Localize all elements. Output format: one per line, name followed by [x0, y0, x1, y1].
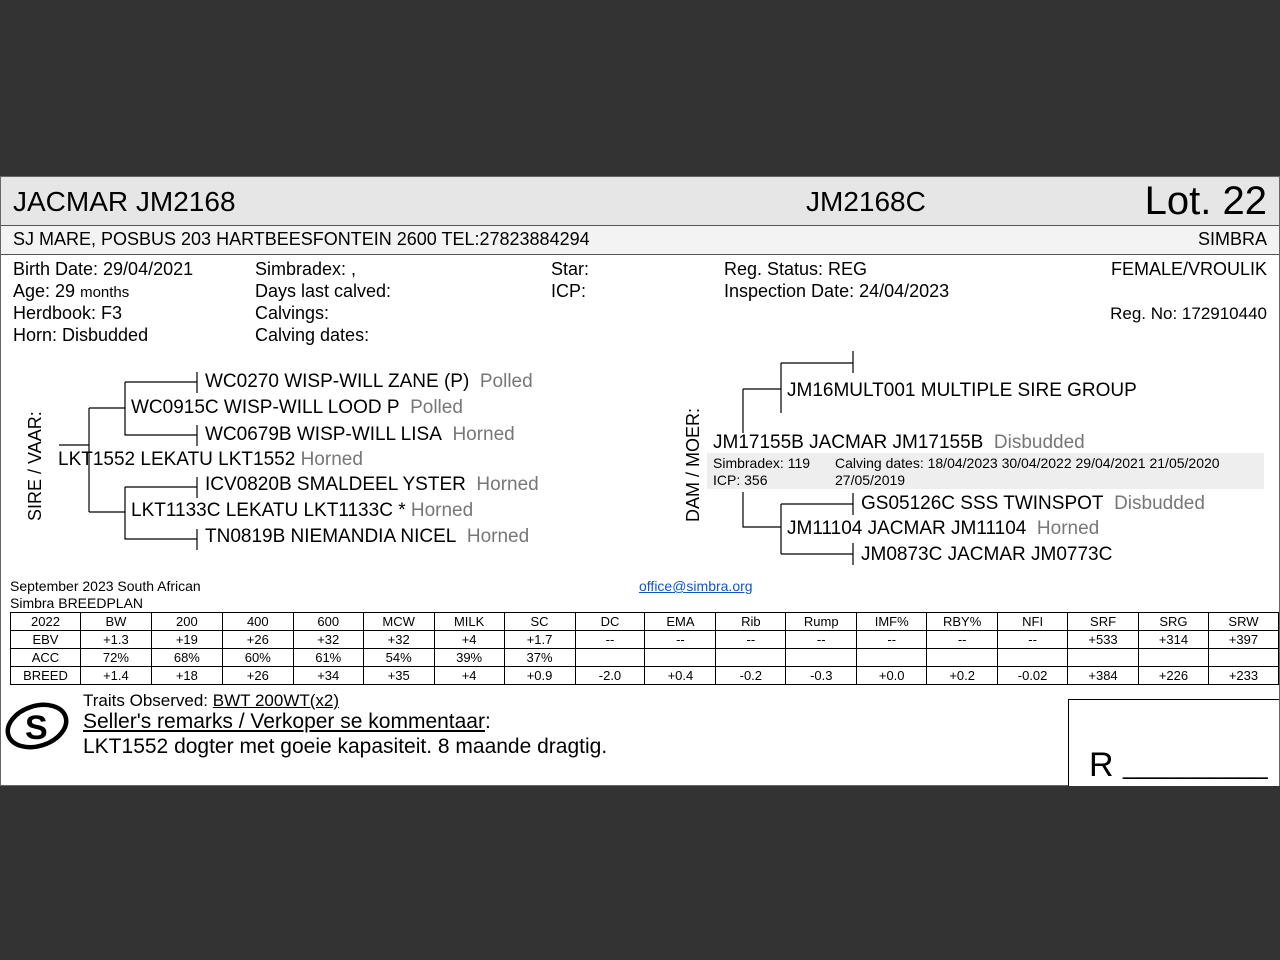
- age: Age: 29 months: [13, 281, 130, 301]
- dam-icp: ICP: 356: [713, 472, 768, 488]
- reg-status: Reg. Status: REG: [724, 259, 868, 279]
- dam-dam-sire: GS05126C SSS TWINSPOT Disbudded: [861, 493, 1205, 514]
- remarks-label: Seller's remarks / Verkoper se kommentaar:: [83, 710, 491, 733]
- ebv-cell: [1208, 649, 1278, 667]
- sire-sire: WC0915C WISP-WILL LOOD P Polled: [131, 397, 463, 418]
- star: Star:: [551, 259, 590, 279]
- ebv-cell: [1068, 649, 1139, 667]
- ebv-cell: +4: [434, 631, 504, 649]
- ebv-cell: 39%: [434, 649, 504, 667]
- ebv-cell: 61%: [293, 649, 363, 667]
- row-label-cell: ACC: [11, 649, 81, 667]
- sire-side-label: SIRE / VAAR:: [25, 411, 45, 521]
- ebv-cell: --: [998, 631, 1068, 649]
- ebv-cell: EMA: [645, 613, 716, 631]
- horn-status: Horn: Disbudded: [13, 325, 149, 345]
- animal-code: JM2168C: [806, 186, 926, 217]
- ebv-cell: 68%: [151, 649, 222, 667]
- row-label-cell: 2022: [11, 613, 81, 631]
- ebv-cell: RBY%: [927, 613, 998, 631]
- ebv-cell: +0.2: [927, 667, 998, 685]
- ebv-cell: +34: [293, 667, 363, 685]
- ebv-cell: +0.0: [857, 667, 927, 685]
- ebv-cell: +533: [1068, 631, 1139, 649]
- ebv-cell: +26: [222, 667, 293, 685]
- ebv-cell: +32: [363, 631, 434, 649]
- ebv-header-row: [11, 613, 1279, 631]
- ebv-cell: +384: [1068, 667, 1139, 685]
- ebv-cell: Rump: [786, 613, 857, 631]
- bid-line: __________: [1123, 750, 1268, 780]
- ebv-cell: 54%: [363, 649, 434, 667]
- dam-simbradex: Simbradex: 119: [713, 455, 811, 471]
- dam: JM17155B JACMAR JM17155B Disbudded: [713, 432, 1085, 453]
- ebv-cell: [645, 649, 716, 667]
- ebv-cell: [857, 649, 927, 667]
- remarks-text: LKT1552 dogter met goeie kapasiteit. 8 maande dragtig.: [83, 735, 608, 758]
- sire-dam-sire: ICV0820B SMALDEEL YSTER Horned: [205, 474, 539, 495]
- days-last-calved: Days last calved:: [255, 281, 392, 301]
- bid-box[interactable]: [1068, 699, 1279, 786]
- row-label-cell: EBV: [11, 631, 81, 649]
- ebv-cell: NFI: [998, 613, 1068, 631]
- ebv-cell: +397: [1208, 631, 1278, 649]
- ebv-cell: [575, 649, 645, 667]
- ebv-cell: SRW: [1208, 613, 1278, 631]
- dam-calving-dates-cont: 27/05/2019: [835, 472, 906, 488]
- dam-dam: JM11104 JACMAR JM11104 Horned: [787, 518, 1100, 539]
- ebv-cell: --: [716, 631, 786, 649]
- sex: FEMALE/VROULIK: [1110, 259, 1267, 279]
- bid-currency: R: [1089, 746, 1114, 784]
- ebv-cell: +1.3: [80, 631, 151, 649]
- sire: LKT1552 LEKATU LKT1552 Horned: [58, 449, 363, 470]
- ebv-cell: --: [857, 631, 927, 649]
- ebv-cell: +18: [151, 667, 222, 685]
- ebv-row-acc: [11, 649, 1279, 667]
- birth-date: Birth Date: 29/04/2021: [13, 259, 194, 279]
- ebv-cell: +233: [1208, 667, 1278, 685]
- ebv-cell: 72%: [80, 649, 151, 667]
- reg-number: Reg. No: 172910440: [1110, 304, 1267, 323]
- ebv-cell: SC: [504, 613, 575, 631]
- ebv-table: [10, 612, 1279, 685]
- email-link[interactable]: office@simbra.org: [639, 578, 753, 594]
- ebv-cell: -0.3: [786, 667, 857, 685]
- ebv-cell: MCW: [363, 613, 434, 631]
- calving-dates: Calving dates:: [255, 325, 370, 345]
- sire-sire-sire: WC0270 WISP-WILL ZANE (P) Polled: [205, 371, 533, 392]
- dam-calving-dates: Calving dates: 18/04/2023 30/04/2022 29/04/2021 21/05/2020: [835, 455, 1220, 471]
- simbradex: Simbradex: ,: [255, 259, 357, 279]
- sire-dam: LKT1133C LEKATU LKT1133C * Horned: [131, 500, 474, 521]
- sire-sire-dam: WC0679B WISP-WILL LISA Horned: [205, 424, 515, 445]
- ebv-cell: +4: [434, 667, 504, 685]
- svg-text:S: S: [25, 709, 48, 747]
- icp: ICP:: [551, 281, 587, 301]
- ebv-cell: 37%: [504, 649, 575, 667]
- herdbook: Herdbook: F3: [13, 303, 123, 323]
- dam-side-label: DAM / MOER:: [683, 407, 703, 522]
- ebv-cell: +1.4: [80, 667, 151, 685]
- ebv-cell: [786, 649, 857, 667]
- breed-name: SIMBRA: [1197, 229, 1267, 249]
- lot-number: Lot. 22: [1144, 179, 1267, 223]
- ebv-cell: +19: [151, 631, 222, 649]
- ebv-cell: --: [645, 631, 716, 649]
- ebv-cell: --: [927, 631, 998, 649]
- ebv-cell: BW: [80, 613, 151, 631]
- ebv-cell: 600: [293, 613, 363, 631]
- ebv-cell: -0.02: [998, 667, 1068, 685]
- breedplan-subtitle: Simbra BREEDPLAN: [10, 595, 144, 611]
- ebv-cell: Rib: [716, 613, 786, 631]
- ebv-cell: +0.4: [645, 667, 716, 685]
- ebv-cell: [998, 649, 1068, 667]
- traits-observed: Traits Observed: BWT 200WT(x2): [83, 691, 340, 710]
- row-label-cell: BREED: [11, 667, 81, 685]
- ebv-cell: 60%: [222, 649, 293, 667]
- ebv-cell: -2.0: [575, 667, 645, 685]
- ebv-cell: +32: [293, 631, 363, 649]
- sire-dam-dam: TN0819B NIEMANDIA NICEL Horned: [205, 526, 530, 547]
- owner-address: SJ MARE, POSBUS 203 HARTBEESFONTEIN 2600 TEL:27823884294: [13, 229, 590, 249]
- ebv-cell: MILK: [434, 613, 504, 631]
- ebv-cell: -0.2: [716, 667, 786, 685]
- ebv-cell: +0.9: [504, 667, 575, 685]
- breedplan-title: September 2023 South African: [10, 578, 201, 594]
- ebv-cell: [1139, 649, 1209, 667]
- ebv-cell: +35: [363, 667, 434, 685]
- dam-sire: JM16MULT001 MULTIPLE SIRE GROUP: [787, 380, 1137, 401]
- ebv-cell: --: [786, 631, 857, 649]
- ebv-cell: +226: [1139, 667, 1209, 685]
- inspection-date: Inspection Date: 24/04/2023: [724, 281, 950, 301]
- ebv-cell: --: [575, 631, 645, 649]
- ebv-cell: +314: [1139, 631, 1209, 649]
- ebv-cell: 200: [151, 613, 222, 631]
- ebv-row-breed: [11, 667, 1279, 685]
- calvings: Calvings:: [255, 303, 330, 323]
- ebv-cell: +26: [222, 631, 293, 649]
- ebv-cell: [927, 649, 998, 667]
- ebv-cell: +1.7: [504, 631, 575, 649]
- ebv-row-ebv: [11, 631, 1279, 649]
- ebv-cell: DC: [575, 613, 645, 631]
- dam-dam-dam: JM0873C JACMAR JM0773C: [861, 544, 1113, 565]
- ebv-cell: SRG: [1139, 613, 1209, 631]
- ebv-cell: SRF: [1068, 613, 1139, 631]
- ebv-cell: 400: [222, 613, 293, 631]
- simbra-logo: [3, 701, 71, 757]
- ebv-cell: [716, 649, 786, 667]
- animal-name: JACMAR JM2168: [13, 186, 236, 217]
- lot-card: [0, 176, 1280, 786]
- ebv-cell: IMF%: [857, 613, 927, 631]
